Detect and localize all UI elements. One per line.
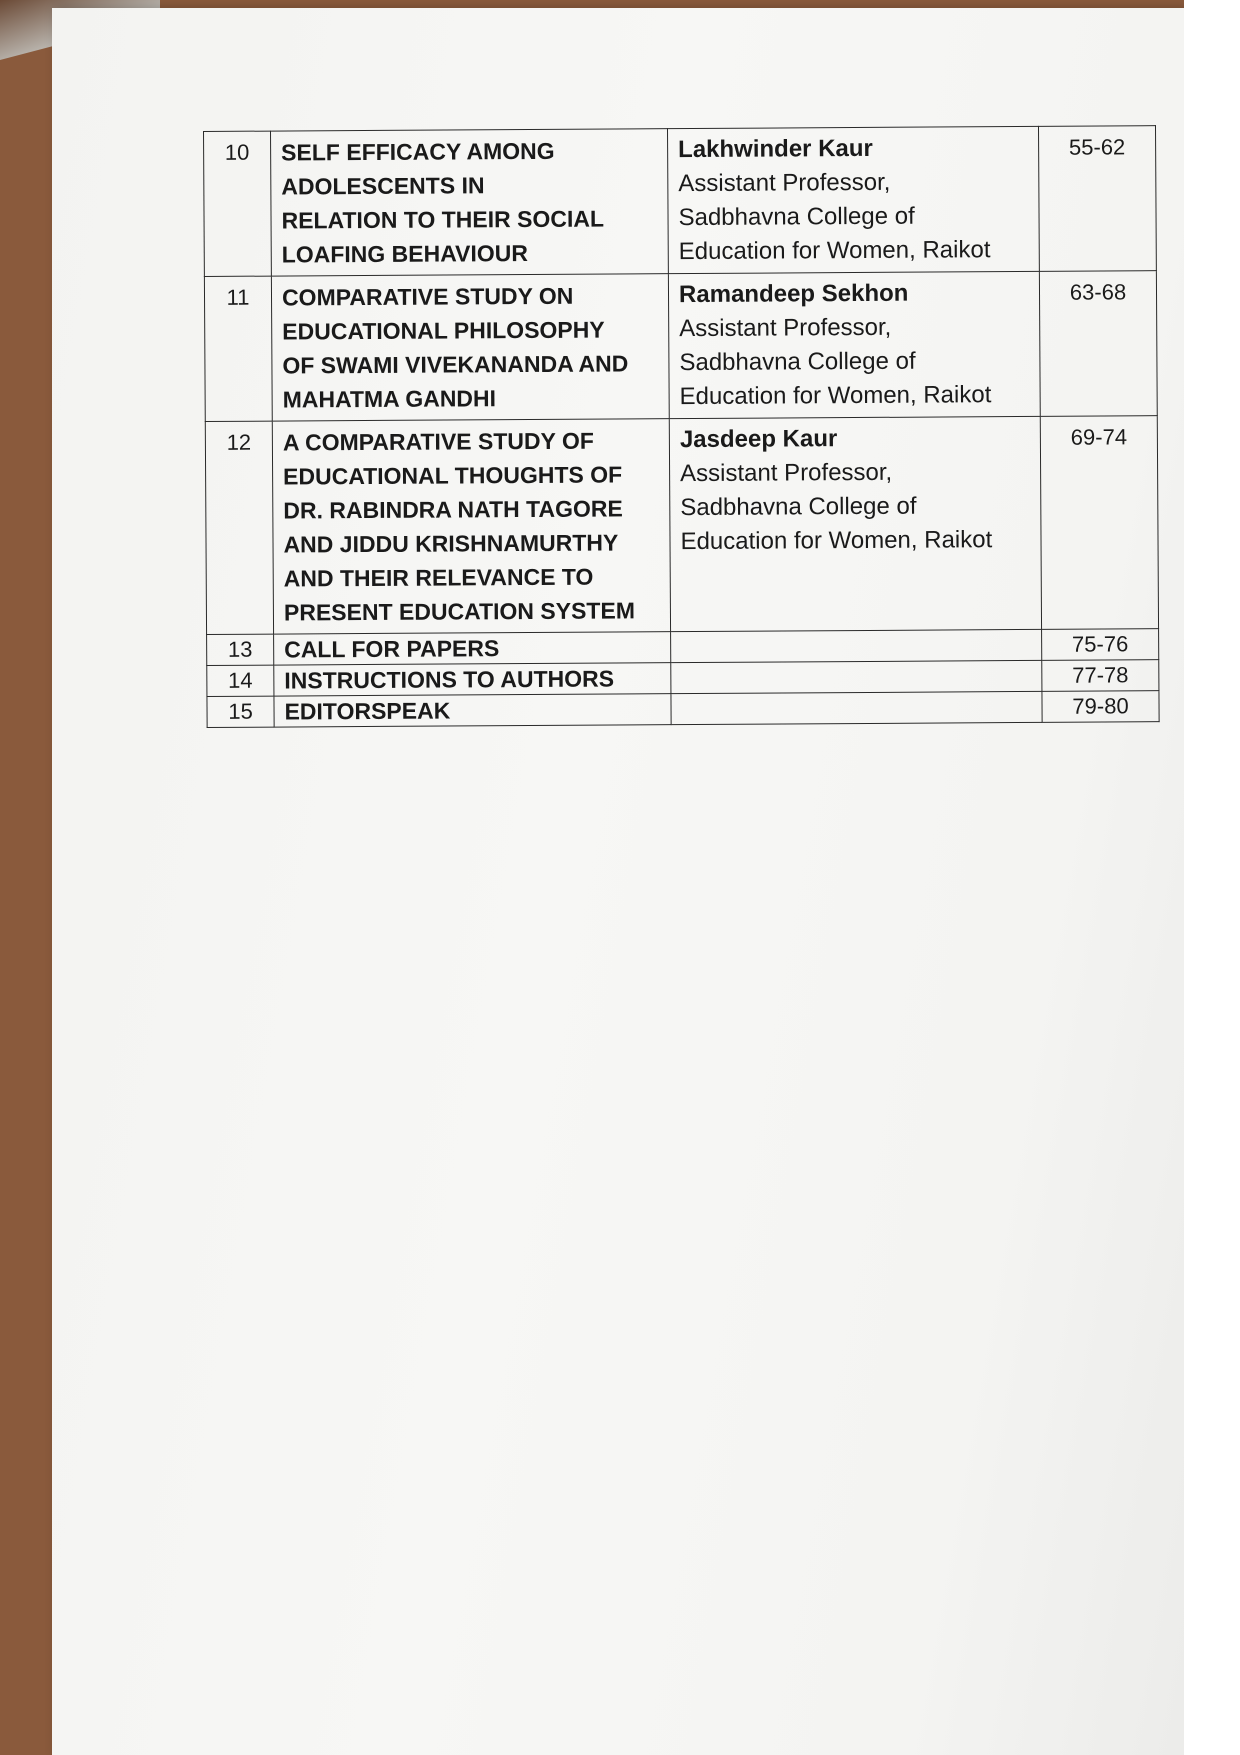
title-line: AND JIDDU KRISHNAMURTHY: [283, 529, 619, 558]
entry-pages: 63-68: [1039, 271, 1157, 417]
entry-pages: 69-74: [1040, 416, 1158, 630]
entry-pages: 79-80: [1042, 691, 1159, 723]
title-line: OF SWAMI VIVEKANANDA AND: [282, 350, 629, 379]
entry-author: [671, 660, 1042, 693]
author-affiliation: Assistant Professor,: [680, 458, 893, 488]
author-affiliation: Assistant Professor,: [678, 168, 891, 198]
title-line: EDITORSPEAK: [284, 697, 451, 725]
title-line: A COMPARATIVE STUDY OF: [282, 427, 594, 456]
author-name: Jasdeep Kaur: [679, 425, 838, 454]
entry-number: 11: [204, 276, 272, 421]
table-row: [204, 126, 1157, 277]
entry-title: [274, 663, 671, 696]
title-line: INSTRUCTIONS TO AUTHORS: [284, 665, 615, 694]
title-line: RELATION TO THEIR SOCIAL: [281, 205, 605, 234]
entry-number: 15: [207, 696, 274, 727]
entry-number: 10: [204, 131, 272, 276]
entry-title: [272, 419, 670, 634]
title-line: MAHATMA GANDHI: [282, 385, 497, 413]
author-affiliation: Sadbhavna College of: [680, 492, 917, 522]
entry-pages: 75-76: [1042, 629, 1159, 661]
entry-number: 12: [205, 421, 273, 634]
entry-pages: 77-78: [1042, 660, 1159, 692]
title-line: LOAFING BEHAVIOUR: [281, 240, 529, 268]
title-line: CALL FOR PAPERS: [284, 635, 500, 663]
entry-title: [271, 129, 669, 276]
title-line: COMPARATIVE STUDY ON: [281, 282, 574, 311]
title-line: EDUCATIONAL THOUGHTS OF: [283, 461, 623, 490]
entry-author: [668, 271, 1040, 418]
title-line: EDUCATIONAL PHILOSOPHY: [282, 316, 605, 345]
table-row: [204, 271, 1157, 422]
table-row: [207, 691, 1159, 728]
author-affiliation: Education for Women, Raikot: [680, 526, 993, 556]
title-line: SELF EFFICACY AMONG: [281, 137, 555, 166]
title-line: AND THEIR RELEVANCE TO: [283, 563, 594, 592]
author-affiliation: Sadbhavna College of: [678, 202, 915, 232]
author-name: Lakhwinder Kaur: [678, 134, 873, 164]
entry-number: 14: [207, 665, 274, 696]
entry-number: 13: [207, 634, 274, 665]
entry-title: [274, 632, 671, 665]
author-affiliation: Education for Women, Raikot: [679, 381, 992, 411]
author-affiliation: Assistant Professor,: [679, 313, 892, 343]
entry-author: [669, 416, 1041, 631]
title-line: PRESENT EDUCATION SYSTEM: [283, 597, 636, 626]
author-affiliation: Sadbhavna College of: [679, 347, 916, 377]
title-line: ADOLESCENTS IN: [281, 172, 485, 200]
page-right-margin: [1184, 0, 1240, 1755]
author-name: Ramandeep Sekhon: [678, 279, 909, 309]
entry-title: [274, 694, 671, 727]
entry-pages: 55-62: [1038, 126, 1156, 272]
entry-author: [667, 126, 1039, 273]
entry-author: [671, 691, 1042, 724]
table-row: [205, 416, 1158, 635]
table-of-contents: [203, 125, 1160, 728]
entry-title: [271, 274, 669, 421]
author-affiliation: Education for Women, Raikot: [678, 236, 991, 266]
title-line: DR. RABINDRA NATH TAGORE: [283, 495, 623, 524]
entry-author: [671, 629, 1042, 662]
